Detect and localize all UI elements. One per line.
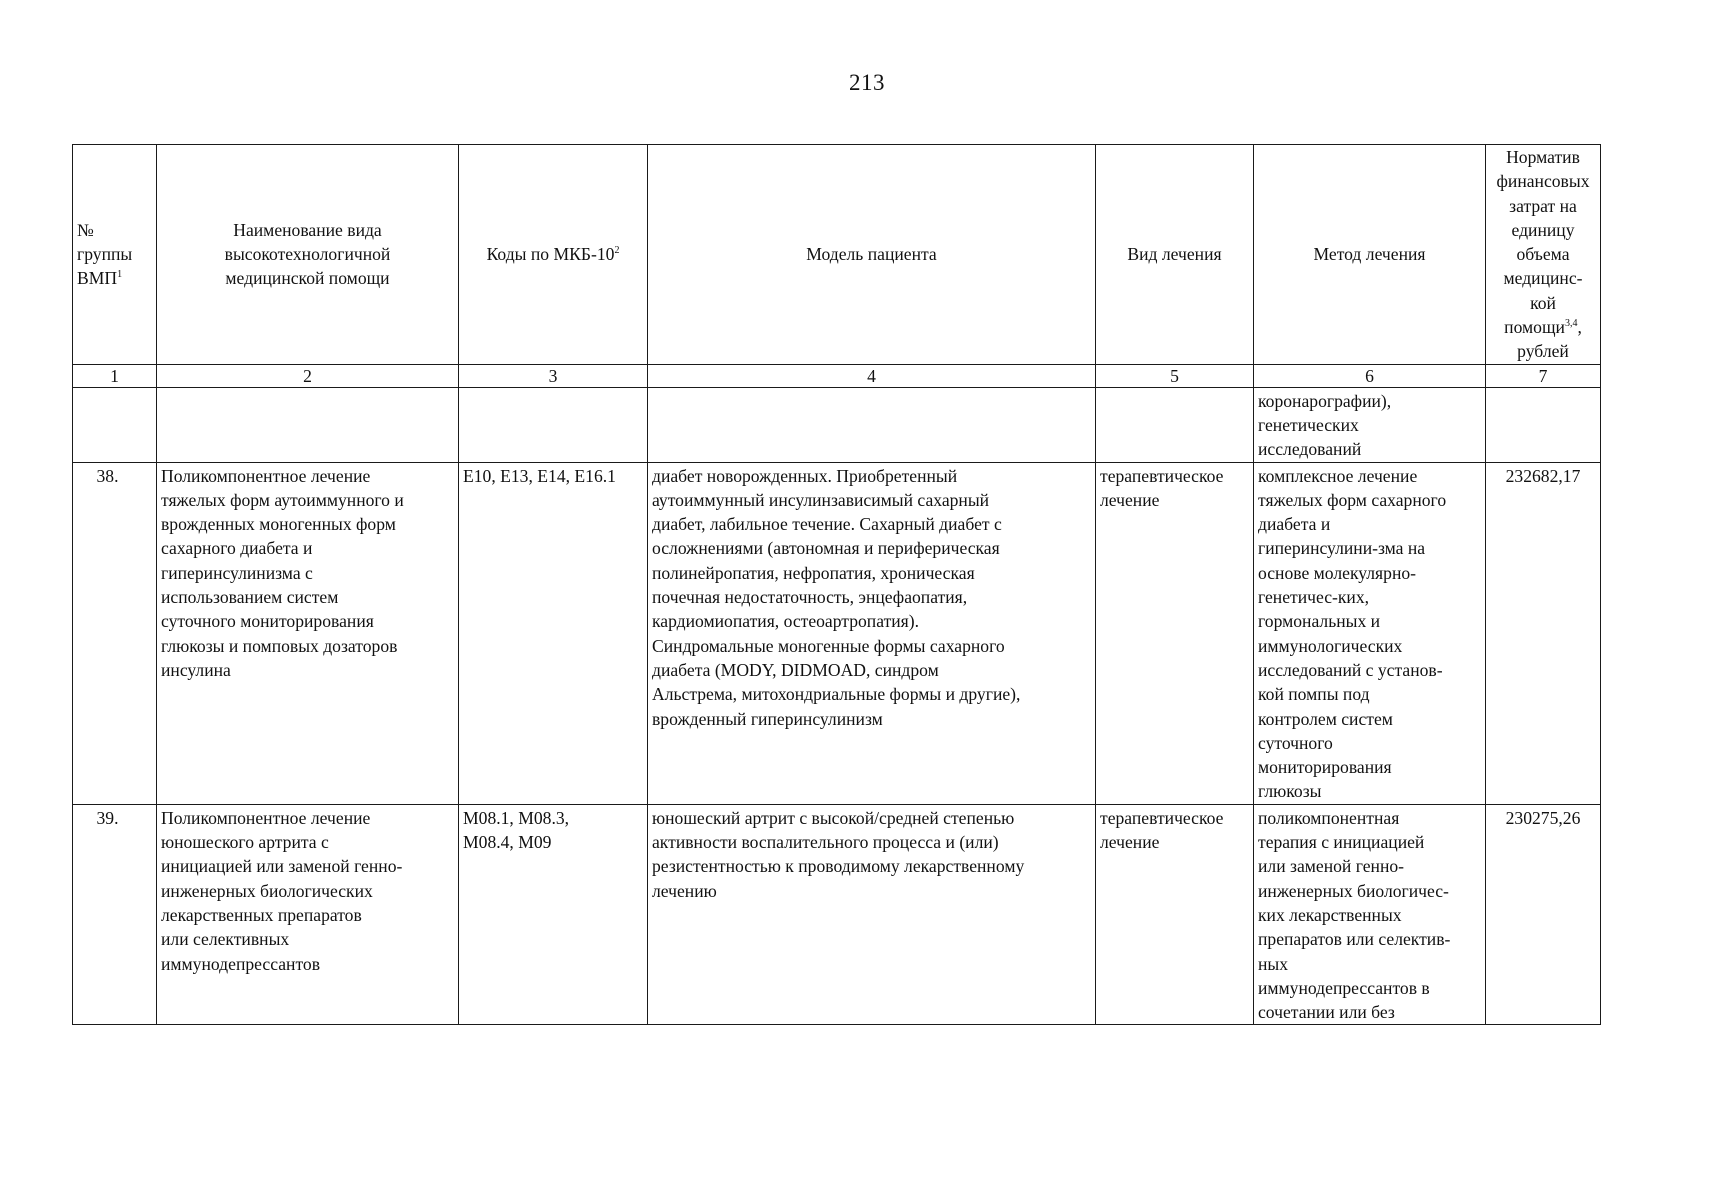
column-number: 1 (73, 364, 157, 387)
column-number: 7 (1486, 364, 1601, 387)
cell-patient-model: диабет новорожденных. Приобретенный аутоиммунный инсулинзависимый сахарный диабет, лабильное течение. Сахарный диабет с осложнениями (автономная и периферическая полинейропатия, нефропатия, хроническая почечная недостаточность, энцефаопатия, кардиомиопатия, остеоартропатия). Синдромальные моногенные формы сахарного диабета (MODY, DIDMOAD, синдром Альстрема, митохондриальные формы и другие), врожденный гиперинсулинизм (648, 462, 1096, 804)
header-group-number: № группы ВМП$^1$ (73, 145, 157, 365)
table-row (73, 804, 1601, 1025)
table-row (73, 462, 1601, 804)
page-number: 213 (849, 70, 885, 95)
column-number: 4 (648, 364, 1096, 387)
cell-patient-model (648, 387, 1096, 462)
cell-treatment-method: коронарографии), генетических исследований (1254, 387, 1486, 462)
cell-group-number (73, 387, 157, 462)
column-number: 5 (1096, 364, 1254, 387)
continuation-row (73, 387, 1601, 462)
cell-treatment-type: терапевтическое лечение (1096, 804, 1254, 1025)
cell-cost: 232682,17 (1486, 462, 1601, 804)
header-row (73, 145, 1601, 365)
cell-cost: 230275,26 (1486, 804, 1601, 1025)
column-number: 2 (157, 364, 459, 387)
cell-icd-codes (459, 387, 648, 462)
cell-treatment-type (1096, 387, 1254, 462)
header-patient-model: Модель пациента (648, 145, 1096, 365)
header-cost-standard: Норматив финансовых затрат на единицу объема медицинс- кой помощи$^{3,4}$, рублей (1486, 145, 1601, 365)
cell-treatment-method: поликомпонентная терапия с инициацией или заменой генно- инженерных биологичес- ких лекарственных препаратов или селектив- ных иммунодепрессантов в сочетании или без (1254, 804, 1486, 1025)
cell-care-type-name: Поликомпонентное лечение тяжелых форм аутоиммунного и врожденных моногенных форм сахарного диабета и гиперинсулинизма с использованием систем суточного мониторирования глюкозы и помповых дозаторов инсулина (157, 462, 459, 804)
cell-patient-model: юношеский артрит с высокой/средней степенью активности воспалительного процесса и (или) резистентностью к проводимому лекарственному лечению (648, 804, 1096, 1025)
column-number: 6 (1254, 364, 1486, 387)
header-care-type-name: Наименование вида высокотехнологичной медицинской помощи (157, 145, 459, 365)
cell-treatment-method: комплексное лечение тяжелых форм сахарного диабета и гиперинсулини-зма на основе молекулярно- генетичес-ких, гормональных и иммунологических исследований с установ- кой помпы под контролем систем суточного мониторирования глюкозы (1254, 462, 1486, 804)
cell-care-type-name (157, 387, 459, 462)
cell-icd-codes: E10, E13, E14, E16.1 (459, 462, 648, 804)
column-number-row (73, 364, 1601, 387)
cell-group-number: 38. (73, 462, 157, 804)
cell-care-type-name: Поликомпонентное лечение юношеского артрита с инициацией или заменой генно- инженерных биологических лекарственных препаратов или селективных иммунодепрессантов (157, 804, 459, 1025)
cell-group-number: 39. (73, 804, 157, 1025)
cell-icd-codes: M08.1, M08.3, M08.4, M09 (459, 804, 648, 1025)
header-treatment-type: Вид лечения (1096, 145, 1254, 365)
cell-treatment-type: терапевтическое лечение (1096, 462, 1254, 804)
vmp-table (72, 144, 1601, 1025)
header-treatment-method: Метод лечения (1254, 145, 1486, 365)
header-icd-codes: Коды по МКБ-$10^2$ (459, 145, 648, 365)
cell-cost (1486, 387, 1601, 462)
column-number: 3 (459, 364, 648, 387)
